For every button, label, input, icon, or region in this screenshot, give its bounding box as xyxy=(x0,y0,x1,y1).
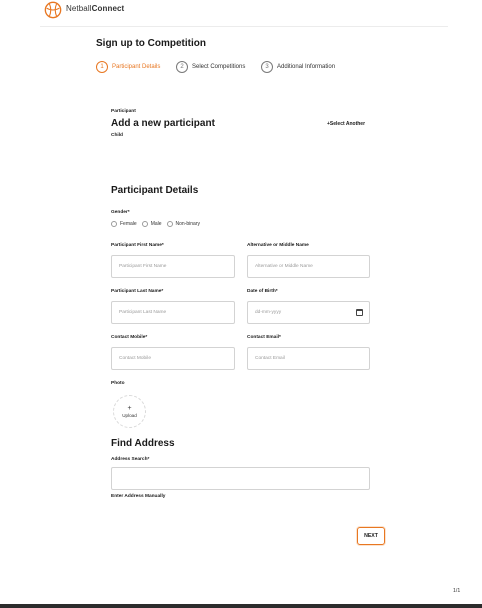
radio-circle-icon xyxy=(167,221,173,227)
step-number: 3 xyxy=(261,61,273,73)
bottom-bar xyxy=(0,604,482,608)
page-indicator: 1/1 xyxy=(453,588,461,594)
dob-label: Date of Birth* xyxy=(247,289,278,294)
app-header xyxy=(0,0,482,22)
middle-name-input[interactable] xyxy=(247,255,370,278)
first-name-label: Participant First Name* xyxy=(111,243,164,248)
first-name-input[interactable] xyxy=(111,255,235,278)
step-label: Additional Information xyxy=(277,63,336,70)
address-search-label: Address Search* xyxy=(111,457,150,462)
step-label: Participant Details xyxy=(112,63,161,70)
enter-address-manually-link[interactable]: Enter Address Manually xyxy=(111,494,166,499)
gender-nonbinary-radio[interactable] xyxy=(167,221,200,227)
email-label: Contact Email* xyxy=(247,335,281,340)
mobile-input[interactable] xyxy=(111,347,235,370)
gender-radio-group xyxy=(111,221,200,227)
upload-label: Upload xyxy=(122,413,137,418)
step-number: 2 xyxy=(176,61,188,73)
last-name-input[interactable] xyxy=(111,301,235,324)
add-participant-heading: Add a new participant xyxy=(111,118,215,129)
input-placeholder: Participant First Name xyxy=(119,264,167,269)
step-number: 1 xyxy=(96,61,108,73)
netball-logo-icon xyxy=(44,1,62,19)
participant-details-heading: Participant Details xyxy=(111,185,199,196)
input-placeholder: Contact Mobile xyxy=(119,356,151,361)
radio-label: Female xyxy=(120,221,137,227)
participant-type: Child xyxy=(111,133,123,138)
radio-label: Non-binary xyxy=(175,221,200,227)
brand-name[interactable] xyxy=(66,4,124,13)
page-title: Sign up to Competition xyxy=(96,38,206,49)
radio-label: Male xyxy=(150,221,162,227)
input-placeholder: Participant Last Name xyxy=(119,310,167,315)
input-placeholder: Alternative or Middle Name xyxy=(255,264,313,269)
brand-name-part1: Netball xyxy=(66,4,92,13)
step-additional-information[interactable] xyxy=(261,60,335,73)
header-divider xyxy=(40,26,448,27)
calendar-icon[interactable] xyxy=(356,309,363,316)
email-input[interactable] xyxy=(247,347,370,370)
gender-female-radio[interactable] xyxy=(111,221,137,227)
participant-label: Participant xyxy=(111,109,136,114)
brand-name-part2: Connect xyxy=(91,4,125,13)
input-placeholder: Contact Email xyxy=(255,356,285,361)
middle-name-label: Alternative or Middle Name xyxy=(247,243,309,248)
find-address-heading: Find Address xyxy=(111,438,175,449)
photo-upload-button[interactable] xyxy=(113,395,146,428)
next-button[interactable]: NEXT xyxy=(357,527,385,545)
last-name-label: Participant Last Name* xyxy=(111,289,164,294)
photo-label: Photo xyxy=(111,381,125,386)
step-participant-details[interactable] xyxy=(96,60,160,73)
address-search-input[interactable] xyxy=(111,467,370,490)
radio-circle-icon xyxy=(142,221,148,227)
radio-circle-icon xyxy=(111,221,117,227)
step-select-competitions[interactable] xyxy=(176,60,245,73)
input-placeholder: dd-mm-yyyy xyxy=(255,310,282,315)
select-another-link[interactable]: +Select Another xyxy=(327,121,366,127)
plus-icon: + xyxy=(127,405,132,412)
step-label: Select Competitions xyxy=(192,63,246,70)
gender-male-radio[interactable] xyxy=(142,221,162,227)
gender-label: Gender* xyxy=(111,210,130,215)
dob-input[interactable] xyxy=(247,301,370,324)
mobile-label: Contact Mobile* xyxy=(111,335,148,340)
